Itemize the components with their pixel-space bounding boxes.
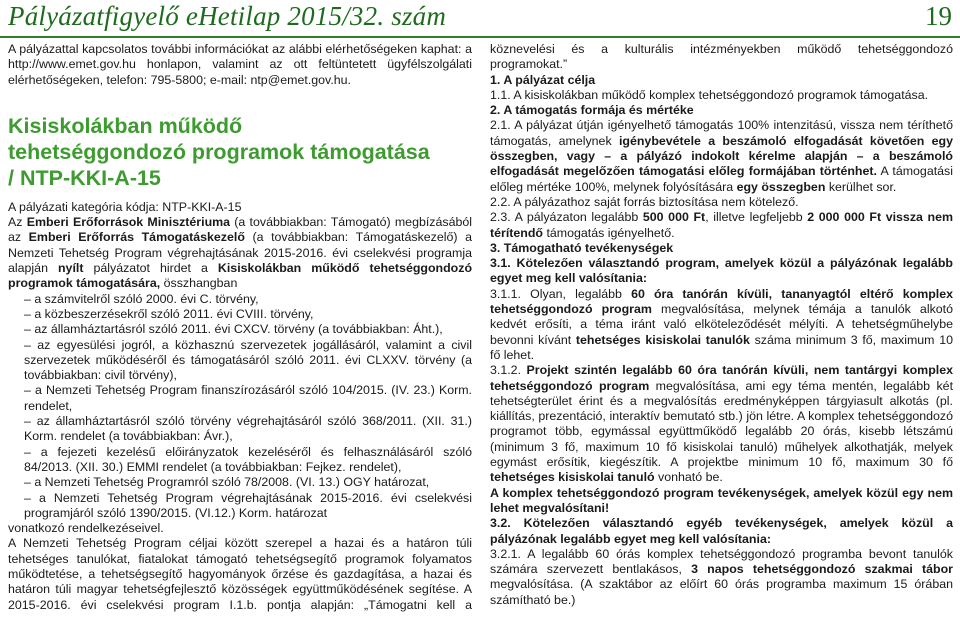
law-item: – a Nemzeti Tehetség Program finanszírozásáról szóló 104/2015. (IV. 23.) Korm. rendelet, (24, 383, 472, 413)
section-title (8, 113, 472, 191)
support-2-3: 2.3. A pályázaton legalább 500 000 Ft, illetve legfeljebb 2 000 000 Ft vissza nem térítendő támogatás igényelhető. (490, 210, 954, 240)
category-code: A pályázati kategória kódja: NTP-KKI-A-15 (8, 199, 242, 214)
header-title: Pályázatfigyelő eHetilap 2015/32. szám (8, 1, 447, 31)
support-2-2: 2.2. A pályázathoz saját forrás biztosítása nem kötelező. (490, 194, 799, 209)
law-item: – a Nemzeti Tehetség Programról szóló 78/2008. (VI. 13.) OGY határozat, (24, 475, 430, 490)
goal-1-1: 1.1. A kisiskolákban működő komplex tehetséggondozó programok támogatása. (490, 87, 929, 102)
section-title-line-3: / NTP-KKI-A-15 (8, 165, 161, 190)
support-2-1: 2.1. A pályázat útján igényelhető támogatás 100% intenzitású, vissza nem téríthető támogatás, amelynek igénybevétele a beszámoló elfogadását követően egy összegben, vagy – a pályázó indokolt kérelme alapján – a beszámoló elfogadását megelőzően támogatási előleg formájában történhet. A támogatási előleg mértéke 100%, melynek folyósítására egy összegben kerülhet sor. (490, 118, 953, 194)
binding-note: vonatkozó rendelkezéseivel. (8, 521, 164, 536)
contact-intro: A pályázattal kapcsolatos további információkat az alábbi elérhetőségeken kaphat: a http://www.emet.gov.hu honlapon, valamint az ott feltüntetett ügyfélszolgálati elérhetőségeken, telefon: 795-5800; e-mail: ntp@emet.gov.hu. (8, 42, 472, 87)
header-rule (0, 36, 960, 38)
activity-3-2-1: 3.2.1. A legalább 60 órás komplex tehetséggondozó programba bevont tanulók számára szervezett bentlakásos, 3 napos tehetséggondozó szakmai tábor megvalósítása. (A szaktábor az előírt 60 órás programba maximum 15 órában számítható be.) (490, 546, 953, 607)
heading-activities: 3. Támogatható tevékenységek (490, 240, 674, 255)
law-item: – az államháztartásról szóló 2011. évi CXCV. törvény (a továbbiakban: Áht.), (24, 322, 443, 337)
law-item: – a Nemzeti Tehetség Program végrehajtásának 2015-2016. évi cselekvési programjáról szóló 1390/2015. (VI.12.) Korm. határozat (24, 490, 472, 520)
law-item: – a számvitelről szóló 2000. évi C. törvény, (24, 291, 259, 306)
page-number: 19 (925, 1, 952, 31)
right-column (490, 42, 953, 608)
law-item: – az egyesülési jogról, a közhasznú szervezetek jogállásáról, valamint a civil szervezetek működéséről és támogatásáról szóló 2011. évi CLXXV. törvény (a továbbiakban: civil törvény), (24, 337, 472, 383)
heading-goal: 1. A pályázat célja (490, 72, 596, 87)
activity-3-1-1: 3.1.1. Olyan, legalább 60 óra tanórán kívüli, tananyagtól eltérő komplex tehetséggondozó program megvalósítása, melynek témája a tanulók alkotó kedvét erősíti, a téma iránt való elköteleződését mélyíti. A tehetségműhelybe bevonni kívánt tehetséges kisiskolai tanulók száma minimum 3 fő, maximum 10 fő lehet. (490, 286, 953, 362)
law-item: – a fejezeti kezelésű előirányzatok kezeléséről és felhasználásáról szóló 84/2013. (XII. 30.) EMMI rendelet (a továbbiakban: Fejkez. rendelet), (24, 444, 472, 474)
section-title-line-1: Kisiskolákban működő (8, 113, 243, 138)
quote-continuation: köznevelési és a kulturális intézményekben működő tehetséggondozó programokat.” (490, 42, 953, 72)
announcement-paragraph: Az Emberi Erőforrások Minisztériuma (a továbbiakban: Támogató) megbízásából az Emberi Erőforrás Támogatáskezelő (a továbbiakban: Támogatáskezelő) a Nemzeti Tehetség Program végrehajtásának 2015-2016. évi cselekvési programja alapján nyílt pályázatot hirdet a Kisiskolákban működő tehetséggondozó programok támogatására, összhangban (8, 215, 473, 291)
left-column (8, 42, 472, 613)
activities-3-2: 3.2. Kötelezően választandó egyéb tevékenységek, amelyek közül a pályázónak legalább egyet meg kell valósítania: (490, 516, 953, 546)
section-title-line-2: tehetséggondozó programok támogatása (8, 139, 430, 164)
activity-3-1-2: 3.1.2. Projekt szintén legalább 60 óra tanórán kívüli, nem tantárgyi komplex tehetséggondozó program megvalósítása, ami egy téma mentén, legalább két tehetségterület érint és a megvalósítás eredményképpen tárgyiasult alkotás (pl. kiállítás, prezentáció, interaktív bemutató stb.) jön létre. A komplex tehetséggondozó programot több, egymással együttműködő legalább 20 órás, kisebb létszámú (minimum 3 fő, maximum 10 fő kisiskolai tanuló) műhelyek alkothatják, melyek egymást erősítik, kiegészítik. A projektbe minimum 10 fő, maximum 30 fő tehetséges kisiskolai tanuló vonható be. (490, 363, 954, 485)
page-header (0, 0, 960, 34)
program-goals-paragraph: A Nemzeti Tehetség Program céljai között szerepel a hazai és a határon túli tehetséges tanulókat, fiatalokat támogató tehetségsegítő programok folyamatos működtetése, a tehetségsegítő hagyományok őrzése és gazdagítása, a hazai és határon túli magyar tehetségfejlesztő közösségek együttműködésének segítése. A 2015-2016. évi cselekvési program I.1.b. pontja alapján: „Támogatni kell a (8, 536, 472, 612)
law-item: – az államháztartásról szóló törvény végrehajtásáról szóló 368/2011. (XII. 31.) Korm. rendelet (a továbbiakban: Ávr.), (24, 414, 472, 444)
complex-program-note: A komplex tehetséggondozó program tevékenységek, amelyek közül egy nem lehet megvalósítani! (490, 485, 953, 515)
law-item: – a közbeszerzésekről szóló 2011. évi CVIII. törvény, (24, 306, 314, 321)
activities-3-1: 3.1. Kötelezően választandó program, amelyek közül a pályázónak legalább egyet meg kell valósítania: (490, 256, 953, 286)
heading-support-form: 2. A támogatás formája és mértéke (490, 103, 694, 118)
